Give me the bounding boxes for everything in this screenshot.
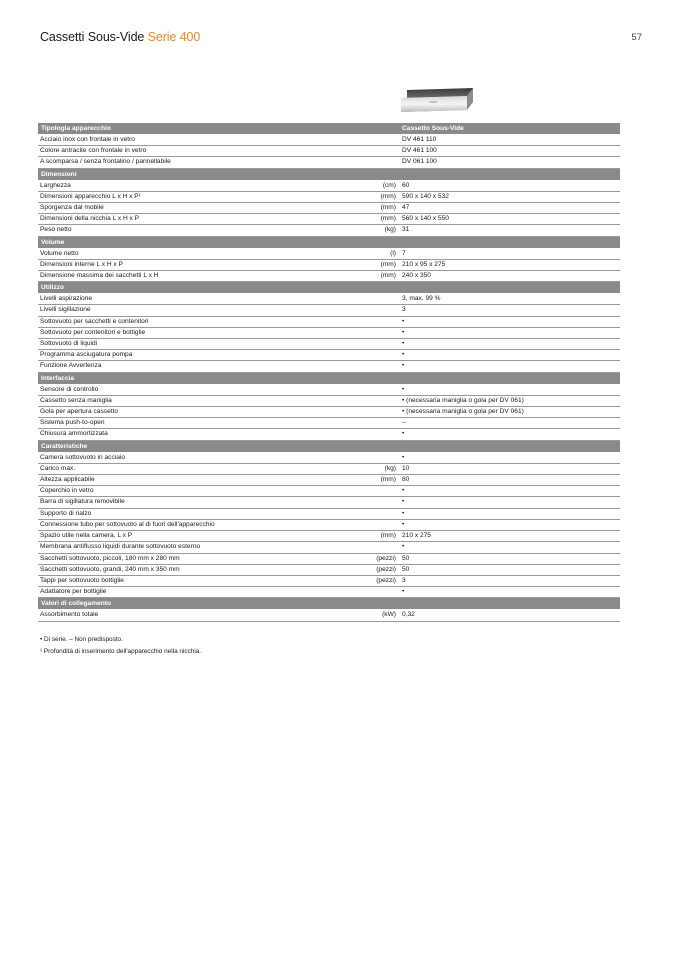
- page-number: 57: [631, 32, 642, 43]
- spec-value: 3, max. 99 %: [402, 294, 620, 305]
- spec-value: 60: [402, 180, 620, 191]
- spec-unit: [356, 339, 396, 350]
- spec-label: Carico max.: [38, 463, 356, 474]
- spec-row: [38, 316, 620, 327]
- spec-value: 31: [402, 225, 620, 236]
- spec-row: [38, 350, 620, 361]
- spec-row: [38, 259, 620, 270]
- page-title-series: Serie 400: [147, 30, 201, 44]
- spec-label: Sacchetti sottovuoto, piccoli, 180 mm x 280 mm: [38, 553, 356, 564]
- spec-row: [38, 486, 620, 497]
- footnote-legend: • Di serie. – Non predisposto.: [40, 636, 123, 643]
- spec-label: Sensore di controllo: [38, 384, 356, 395]
- spec-row: [38, 553, 620, 564]
- spec-row: [38, 531, 620, 542]
- section-title: Valori di collegamento: [38, 598, 402, 610]
- spec-row: [38, 271, 620, 282]
- spec-value: •: [402, 486, 620, 497]
- section-value-title: [402, 236, 620, 248]
- spec-row: [38, 203, 620, 214]
- spec-label: Barra di sigillatura removibile: [38, 497, 356, 508]
- spec-value: •: [402, 497, 620, 508]
- spec-value: •: [402, 542, 620, 553]
- spec-row: [38, 361, 620, 372]
- spec-table: [38, 123, 620, 622]
- spec-unit: [356, 429, 396, 440]
- spec-value: DV 461 100: [402, 146, 620, 157]
- spec-unit: [356, 327, 396, 338]
- spec-label: Acciaio inox con frontale in vetro: [38, 135, 356, 146]
- spec-unit: (mm): [356, 203, 396, 214]
- spec-unit: [356, 157, 396, 168]
- section-header: [38, 123, 620, 135]
- spec-value: 590 x 140 x 532: [402, 191, 620, 202]
- spec-row: [38, 191, 620, 202]
- spec-unit: [356, 542, 396, 553]
- spec-unit: (kg): [356, 463, 396, 474]
- spec-row: [38, 564, 620, 575]
- spec-value: •: [402, 339, 620, 350]
- spec-value: •: [402, 508, 620, 519]
- spec-label: Membrana antiflusso liquidi durante sottovuoto esterno: [38, 542, 356, 553]
- spec-value: 10: [402, 463, 620, 474]
- spec-label: Sottovuoto per sacchetti e contenitori: [38, 316, 356, 327]
- spec-value: •: [402, 452, 620, 463]
- section-value-title: Cassetto Sous-Vide: [402, 123, 620, 135]
- spec-row: [38, 248, 620, 259]
- spec-label: Sistema push-to-open: [38, 418, 356, 429]
- spec-value: •: [402, 429, 620, 440]
- spec-row: [38, 294, 620, 305]
- spec-label: Connessione tubo per sottovuoto al di fuori dell'apparecchio: [38, 519, 356, 530]
- section-header: [38, 598, 620, 610]
- spec-row: [38, 146, 620, 157]
- spec-row: [38, 542, 620, 553]
- spec-value: 240 x 350: [402, 271, 620, 282]
- section-title: Caratteristiche: [38, 440, 402, 452]
- spec-unit: [356, 350, 396, 361]
- spec-row: [38, 508, 620, 519]
- spec-row: [38, 610, 620, 621]
- spec-label: Peso netto: [38, 225, 356, 236]
- spec-label: Dimensioni apparecchio L x H x P¹: [38, 191, 356, 202]
- spec-unit: [356, 294, 396, 305]
- spec-row: [38, 463, 620, 474]
- spec-value: 3: [402, 575, 620, 586]
- spec-label: Dimensioni della nicchia L x H x P: [38, 214, 356, 225]
- spec-label: Colore antracite con frontale in vetro: [38, 146, 356, 157]
- spec-row: [38, 575, 620, 586]
- section-header: [38, 372, 620, 384]
- spec-value: 50: [402, 553, 620, 564]
- spec-label: Camera sottovuoto in acciaio: [38, 452, 356, 463]
- spec-row: [38, 214, 620, 225]
- spec-value: DV 461 110: [402, 135, 620, 146]
- section-header: [38, 440, 620, 452]
- spec-label: Altezza applicabile: [38, 475, 356, 486]
- spec-unit: (l): [356, 248, 396, 259]
- spec-row: [38, 395, 620, 406]
- spec-unit: [356, 587, 396, 598]
- spec-row: [38, 475, 620, 486]
- spec-label: Adattatore per bottiglie: [38, 587, 356, 598]
- spec-label: Spazio utile nella camera, L x P: [38, 531, 356, 542]
- spec-label: Tappi per sottovuoto bottiglie: [38, 575, 356, 586]
- spec-row: [38, 418, 620, 429]
- spec-unit: [356, 497, 396, 508]
- spec-row: [38, 305, 620, 316]
- spec-unit: [356, 384, 396, 395]
- spec-unit: (cm): [356, 180, 396, 191]
- spec-unit: (kW): [356, 610, 396, 621]
- spec-unit: (pezzi): [356, 553, 396, 564]
- spec-row: [38, 407, 620, 418]
- spec-value: 560 x 140 x 550: [402, 214, 620, 225]
- spec-unit: [356, 519, 396, 530]
- spec-value: 210 x 275: [402, 531, 620, 542]
- spec-unit: [356, 486, 396, 497]
- spec-value: •: [402, 587, 620, 598]
- spec-value: • (necessaria maniglia o gola per DV 061): [402, 395, 620, 406]
- spec-label: Programma asciugatura pompa: [38, 350, 356, 361]
- spec-value: 80: [402, 475, 620, 486]
- spec-unit: [356, 395, 396, 406]
- page-title: [40, 30, 200, 44]
- spec-label: Sottovuoto per contenitori e bottiglie: [38, 327, 356, 338]
- spec-unit: [356, 452, 396, 463]
- spec-unit: (pezzi): [356, 575, 396, 586]
- section-title: Tipologia apparecchio: [38, 123, 402, 135]
- spec-unit: [356, 508, 396, 519]
- spec-label: Gola per apertura cassetto: [38, 407, 356, 418]
- spec-value: •: [402, 361, 620, 372]
- section-title: Interfaccia: [38, 372, 402, 384]
- spec-unit: (mm): [356, 191, 396, 202]
- section-header: [38, 168, 620, 180]
- spec-unit: (mm): [356, 531, 396, 542]
- spec-row: [38, 135, 620, 146]
- spec-label: Dimensioni interne L x H x P: [38, 259, 356, 270]
- spec-label: Coperchio in vetro: [38, 486, 356, 497]
- spec-row: [38, 157, 620, 168]
- section-title: Dimensioni: [38, 168, 402, 180]
- spec-row: [38, 497, 620, 508]
- spec-unit: [356, 146, 396, 157]
- spec-unit: [356, 418, 396, 429]
- spec-value: 3: [402, 305, 620, 316]
- spec-unit: [356, 305, 396, 316]
- spec-unit: [356, 407, 396, 418]
- page-title-main: Cassetti Sous-Vide: [40, 30, 145, 44]
- spec-unit: (mm): [356, 259, 396, 270]
- spec-row: [38, 327, 620, 338]
- spec-row: [38, 429, 620, 440]
- spec-value: •: [402, 327, 620, 338]
- spec-label: Livelli sigillazione: [38, 305, 356, 316]
- section-value-title: [402, 598, 620, 610]
- spec-unit: [356, 316, 396, 327]
- spec-value: •: [402, 350, 620, 361]
- spec-label: Dimensione massima dei sacchetti L x H: [38, 271, 356, 282]
- spec-value: •: [402, 316, 620, 327]
- spec-label: Chiusura ammortizzata: [38, 429, 356, 440]
- section-value-title: [402, 282, 620, 294]
- spec-row: [38, 452, 620, 463]
- spec-row: [38, 384, 620, 395]
- spec-unit: (mm): [356, 271, 396, 282]
- spec-value: 210 x 95 x 275: [402, 259, 620, 270]
- spec-unit: [356, 361, 396, 372]
- spec-row: [38, 339, 620, 350]
- spec-unit: (mm): [356, 214, 396, 225]
- spec-label: A scomparsa / senza frontalino / pannellabile: [38, 157, 356, 168]
- spec-label: Volume netto: [38, 248, 356, 259]
- product-image: [401, 88, 475, 112]
- spec-value: 50: [402, 564, 620, 575]
- spec-label: Supporto di rialzo: [38, 508, 356, 519]
- spec-unit: (kg): [356, 225, 396, 236]
- spec-value: • (necessaria maniglia o gola per DV 061): [402, 407, 620, 418]
- spec-label: Sporgenza dal mobile: [38, 203, 356, 214]
- section-title: Utilizzo: [38, 282, 402, 294]
- section-header: [38, 236, 620, 248]
- spec-value: 0,32: [402, 610, 620, 621]
- spec-label: Livelli aspirazione: [38, 294, 356, 305]
- spec-label: Sottovuoto di liquidi: [38, 339, 356, 350]
- spec-unit: [356, 135, 396, 146]
- spec-row: [38, 587, 620, 598]
- spec-value: 7: [402, 248, 620, 259]
- spec-value: •: [402, 384, 620, 395]
- spec-value: •: [402, 519, 620, 530]
- section-value-title: [402, 168, 620, 180]
- section-value-title: [402, 372, 620, 384]
- spec-label: Sacchetti sottovuoto, grandi, 240 mm x 350 mm: [38, 564, 356, 575]
- spec-row: [38, 225, 620, 236]
- section-header: [38, 282, 620, 294]
- spec-unit: (mm): [356, 475, 396, 486]
- section-value-title: [402, 440, 620, 452]
- spec-table-body: [38, 123, 620, 621]
- spec-label: Funzione Avvertenza: [38, 361, 356, 372]
- spec-value: DV 061 100: [402, 157, 620, 168]
- spec-row: [38, 519, 620, 530]
- spec-label: Cassetto senza maniglia: [38, 395, 356, 406]
- footnote-depth: ¹ Profondità di inserimento dell'apparecchio nella nicchia.: [40, 647, 202, 655]
- spec-value: 47: [402, 203, 620, 214]
- spec-unit: (pezzi): [356, 564, 396, 575]
- section-title: Volume: [38, 236, 402, 248]
- spec-row: [38, 180, 620, 191]
- spec-label: Larghezza: [38, 180, 356, 191]
- footnotes: [40, 634, 201, 657]
- spec-value: –: [402, 418, 620, 429]
- spec-label: Assorbimento totale: [38, 610, 356, 621]
